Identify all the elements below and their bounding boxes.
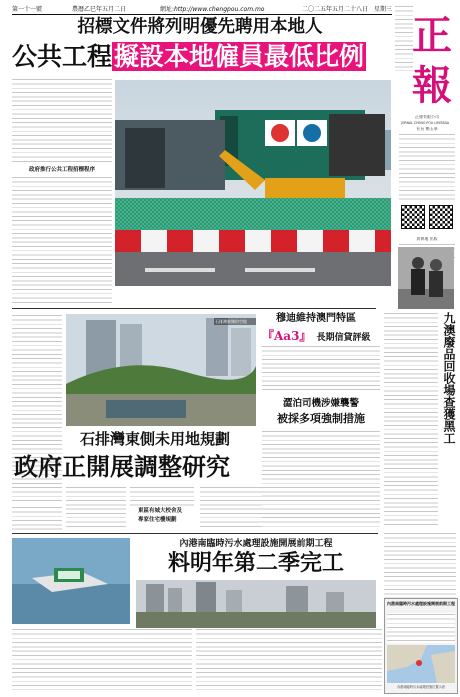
aa3-body [262, 345, 380, 393]
right-box-title: 內港南臨時污水處理設施開展前期工程 [387, 601, 455, 606]
mid-photo-caption: 石排灣東側的空地 [214, 318, 256, 325]
mid-body-col2 [130, 486, 194, 506]
lead-intro-text [12, 78, 112, 162]
divider-lead [12, 308, 376, 309]
masthead-contacts [399, 133, 455, 203]
aa3-kicker: 穆迪維持澳門特區 [276, 313, 356, 324]
paper-name-char-2: 報 [412, 62, 452, 109]
bottom-kicker: 內港南臨時污水處理設施開展前期工程 [179, 539, 333, 549]
lead-headline-part-a: 公共工程 [12, 42, 113, 71]
mid-subhead-1: 東區有城大校舍及 [138, 508, 183, 514]
issue-number: 第一十一號 [12, 6, 43, 13]
side-story-text [384, 312, 438, 528]
bottom-headline: 料明年第二季完工 [167, 551, 344, 576]
mid-headline: 政府正開展調整研究 [14, 453, 230, 481]
qr-code-right[interactable] [429, 205, 453, 229]
mid-body-col1 [66, 486, 126, 530]
masthead [395, 5, 455, 265]
lead-kicker: 招標文件將列明優先聘用本地人 [77, 17, 323, 37]
top-bar [12, 5, 392, 15]
weekday: 星期三 [374, 6, 393, 13]
company-en: JORNAL CHENG POU LIMITADA [400, 121, 450, 125]
bottom-photo-center [136, 580, 376, 628]
mid-body-col0 [12, 506, 62, 530]
right-box-map [387, 645, 455, 683]
mid-body-col3 [200, 486, 264, 530]
site-label: 網址: [160, 6, 175, 13]
side-story-photo [398, 247, 454, 309]
bottom-body-left [12, 628, 192, 690]
right-box-caption: 內港南臨時污水處理設施位置示意 [397, 685, 445, 689]
qr-code-left[interactable] [401, 205, 425, 229]
bottom-photo-left [12, 538, 130, 624]
right-box-text [387, 613, 455, 643]
publisher: 社長 鄭玉華 [416, 127, 438, 131]
lead-subhead: 政府推行公共工程招標程序 [28, 167, 95, 173]
paper-name-char-1: 正 [412, 12, 452, 59]
lead-headline [12, 40, 392, 74]
aa3-headline [262, 327, 382, 346]
right-box [384, 598, 458, 694]
lead-headline-part-b: 擬設本地僱員最低比例 [114, 42, 365, 71]
lunar-date: 農曆乙巳年五月二日 [72, 6, 127, 13]
mid-subhead-2: 專家住宅樓規劃 [138, 517, 177, 523]
edition-date: 二〇二五年五月二十八日 [302, 6, 369, 13]
side-story-headline: 九澳廢品回收場查獲黑工 [442, 312, 456, 444]
company-cn: 正報有限公司 [415, 115, 439, 119]
site-url[interactable]: http://www.chengpou.com.mo [174, 6, 265, 13]
lead-photo [115, 80, 391, 286]
bottom-body-mid [196, 628, 382, 690]
driver-headline: 被採多項強制措施 [277, 412, 365, 425]
divider-bottom [12, 533, 378, 534]
driver-body [262, 430, 380, 528]
lead-body-text [12, 176, 112, 306]
mid-photo [66, 314, 256, 426]
driver-kicker: 澀泊司機涉嫌襲警 [282, 398, 359, 409]
tagline: 真實地 出版 [416, 237, 438, 241]
mid-kicker: 石排灣東側未用地規劃 [79, 430, 230, 448]
aa3-headline-text: 長期信貸評級 [316, 333, 371, 343]
aa3-rating: 『Aa3』 [262, 329, 312, 343]
